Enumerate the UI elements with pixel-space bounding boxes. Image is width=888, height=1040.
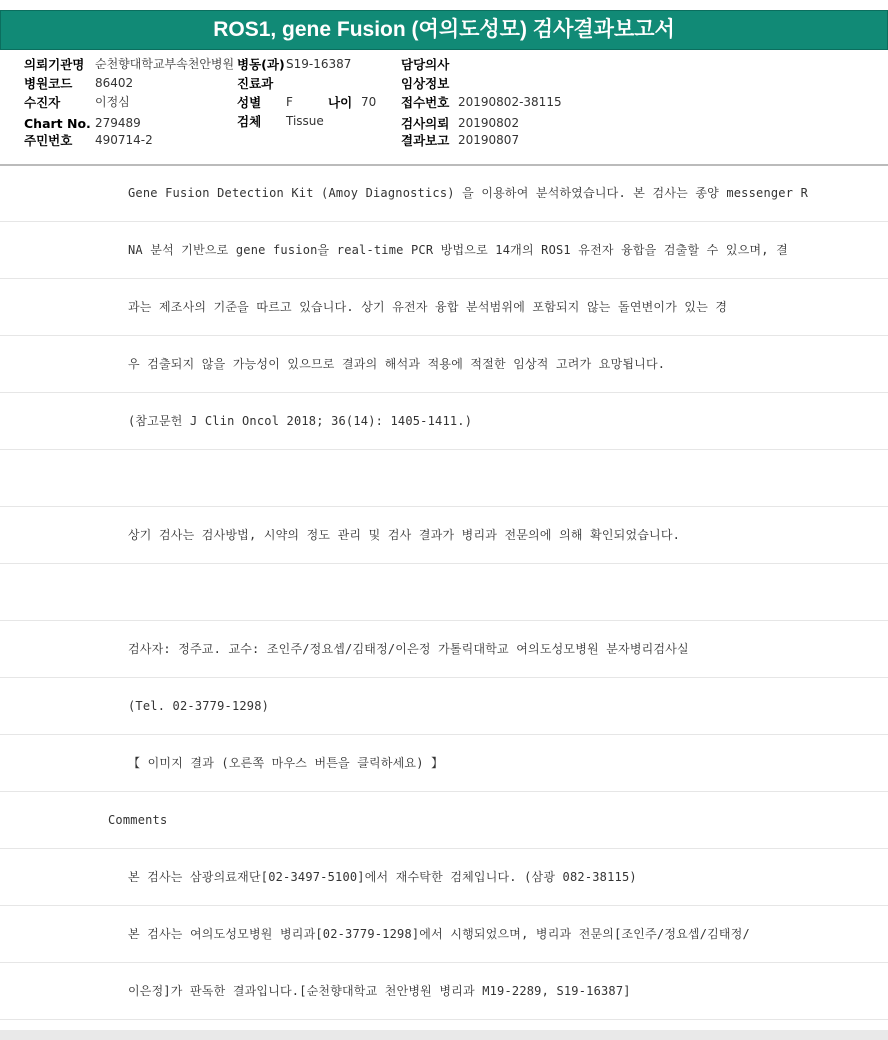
report-line-text: 과는 제조사의 기준을 따르고 있습니다. 상기 유전자 융합 분석범위에 포함되지 않는 돌연변이가 있는 경 [128, 300, 728, 314]
report-line-text: 【 이미지 결과 (오른쪽 마우스 버튼을 클릭하세요) 】 [128, 756, 444, 770]
chart-number-value: 279489 [95, 116, 141, 130]
institution-value: 순천향대학교부속천안병원 [95, 57, 235, 71]
comments-heading: Comments [108, 813, 168, 827]
hospital-code-label: 병원코드 [24, 76, 73, 91]
report-date-value: 20190807 [458, 133, 520, 147]
report-line [0, 394, 888, 450]
report-line-text: (Tel. 02-3779-1298) [128, 699, 270, 713]
patient-label: 수진자 [24, 95, 61, 110]
request-date-label: 검사의뢰 [401, 116, 450, 131]
report-line [0, 508, 888, 564]
institution-label: 의뢰기관명 [24, 57, 85, 72]
report-line-text: 본 검사는 삼광의료재단[02-3497-5100]에서 재수탁한 검체입니다. (삼광 082-38115) [128, 870, 637, 884]
sex-value: F [286, 95, 293, 109]
report-line [0, 679, 888, 735]
report-line [0, 622, 888, 678]
report-line [0, 166, 888, 222]
ward-value: S19-16387 [286, 57, 352, 71]
clinical-info-label: 임상정보 [401, 76, 450, 91]
report-line [0, 451, 888, 507]
report-title: ROS1, gene Fusion (여의도성모) 검사결과보고서 [0, 10, 888, 50]
hospital-code-value: 86402 [95, 76, 134, 90]
report-line-text: 우 검출되지 않을 가능성이 있으므로 결과의 해석과 적용에 적절한 임상적 고려가 요망됩니다. [128, 357, 666, 371]
request-date-value: 20190802 [458, 116, 520, 130]
patient-value: 이정심 [95, 95, 130, 109]
report-date-label: 결과보고 [401, 133, 450, 148]
report-line [0, 850, 888, 906]
report-line [0, 565, 888, 621]
report-line-text: (참고문헌 J Clin Oncol 2018; 36(14): 1405-1411.) [128, 414, 473, 428]
department-label: 진료과 [237, 76, 274, 91]
specimen-label: 검체 [237, 114, 262, 129]
chart-number-label: Chart No. [24, 116, 91, 131]
age-label: 나이 [328, 95, 353, 110]
report-line-text: 이은정]가 판독한 결과입니다.[순천향대학교 천안병원 병리과 M19-2289, S19-16387] [128, 984, 631, 998]
report-line-text: 상기 검사는 검사방법, 시약의 정도 관리 및 검사 결과가 병리과 전문의에 의해 확인되었습니다. [128, 528, 681, 542]
sex-label: 성별 [237, 95, 262, 110]
id-number-label: 주민번호 [24, 133, 73, 148]
report-body [0, 166, 888, 1030]
report-line-text: 본 검사는 여의도성모병원 병리과[02-3779-1298]에서 시행되었으며, 병리과 전문의[조인주/정요셉/김태정/ [128, 927, 750, 941]
age-value: 70 [361, 95, 377, 109]
report-line [0, 793, 888, 849]
patient-info-panel [0, 52, 888, 166]
report-line [0, 907, 888, 963]
receipt-number-value: 20190802-38115 [458, 95, 562, 109]
report-line [0, 337, 888, 393]
ward-label: 병동(과) [237, 57, 285, 72]
doctor-label: 담당의사 [401, 57, 450, 72]
bottom-scroll-area [0, 1030, 888, 1040]
report-line-text: 검사자: 정주교. 교수: 조인주/정요셉/김태정/이은정 가톨릭대학교 여의도성모병원 분자병리검사실 [128, 642, 689, 656]
report-line [0, 964, 888, 1020]
receipt-number-label: 접수번호 [401, 95, 450, 110]
report-line [0, 736, 888, 792]
report-line-text: Gene Fusion Detection Kit (Amoy Diagnostics) 을 이용하여 분석하였습니다. 본 검사는 종양 messenger R [128, 186, 809, 200]
id-number-value: 490714-2 [95, 133, 153, 147]
report-line [0, 223, 888, 279]
report-line [0, 280, 888, 336]
report-line-text: NA 분석 기반으로 gene fusion을 real-time PCR 방법으로 14개의 ROS1 유전자 융합을 검출할 수 있으며, 결 [128, 243, 788, 257]
specimen-value: Tissue [286, 114, 324, 128]
